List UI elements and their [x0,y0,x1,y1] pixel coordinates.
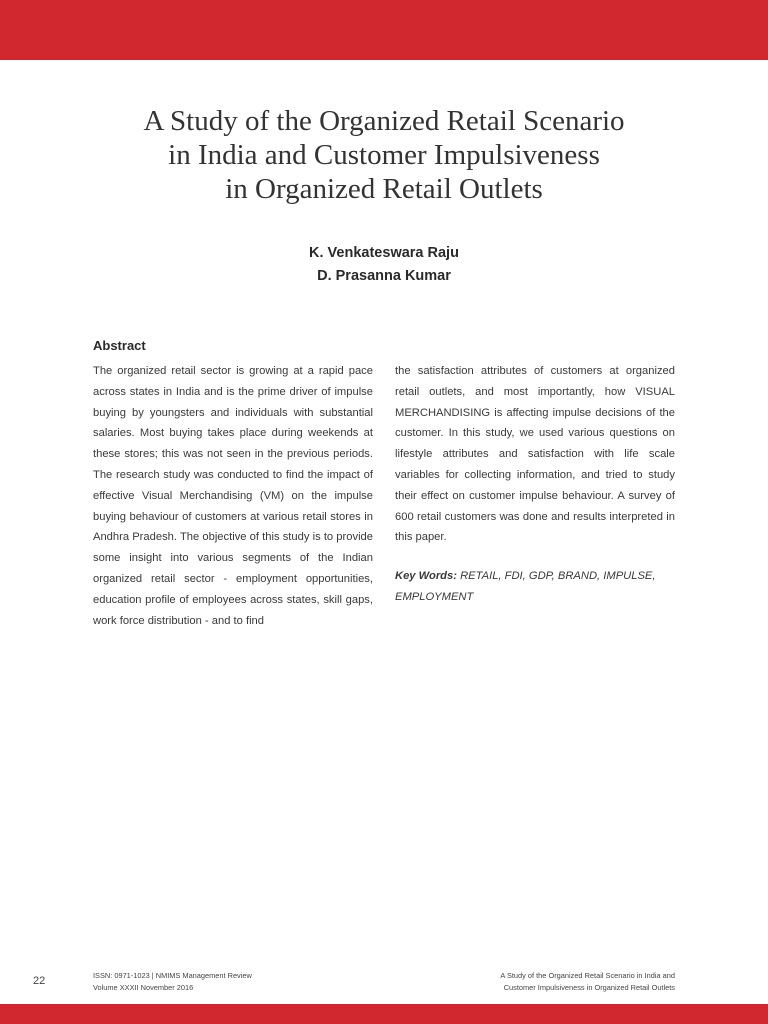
abstract-column-left [93,361,373,631]
article-title [60,104,708,206]
title-line: in Organized Retail Outlets [225,173,543,205]
keywords-list: RETAIL, FDI, GDP, BRAND, IMPULSE, EMPLOYMENT [395,570,656,603]
top-color-band [0,0,768,60]
journal-issn: ISSN: 0971-1023 | NMIMS Management Review [93,971,252,980]
abstract-text-left: The organized retail sector is growing at a rapid pace across states in India and is the prime driver of impulse buying by youngsters and individuals with substantial salaries. Most buying takes place during weekends at these stores; this was not seen in the previous periods. The research study was conducted to find the impact of effective Visual Merchandising (VM) on the impulse buying behaviour of customers at various retail stores in Andhra Pradesh. The objective of this study is to provide some insight into various segments of the Indian organized retail sector - employment opportunities, education profile of employees across states, skill gaps, work force distribution - and to find [93,365,373,627]
abstract-column-right [395,361,675,548]
abstract-heading: Abstract [93,338,146,353]
title-line: A Study of the Organized Retail Scenario [143,105,625,137]
keywords-label: Key Words: [395,570,457,582]
footer-running-title [375,970,675,993]
author-name: D. Prasanna Kumar [317,268,451,284]
author-list [0,242,768,288]
page-number: 22 [33,975,46,987]
bottom-color-band [0,1004,768,1024]
author-name: K. Venkateswara Raju [309,245,459,261]
running-title-line: A Study of the Organized Retail Scenario in India and [500,971,675,980]
journal-volume: Volume XXXII November 2016 [93,982,194,992]
footer-journal-info [93,970,252,993]
abstract-text-right: the satisfaction attributes of customers at organized retail outlets, and most importantly, how VISUAL MERCHANDISING is affecting impulse decisions of the customer. In this study, we used various questions on lifestyle attributes and satisfaction with life scale variables for collecting information, and tried to study their effect on customer impulse behaviour. A survey of 600 retail customers was done and results interpreted in this paper. [395,365,675,544]
title-line: in India and Customer Impulsiveness [168,139,600,171]
running-title-line: Customer Impulsiveness in Organized Retail Outlets [503,982,675,992]
keywords [395,566,677,608]
